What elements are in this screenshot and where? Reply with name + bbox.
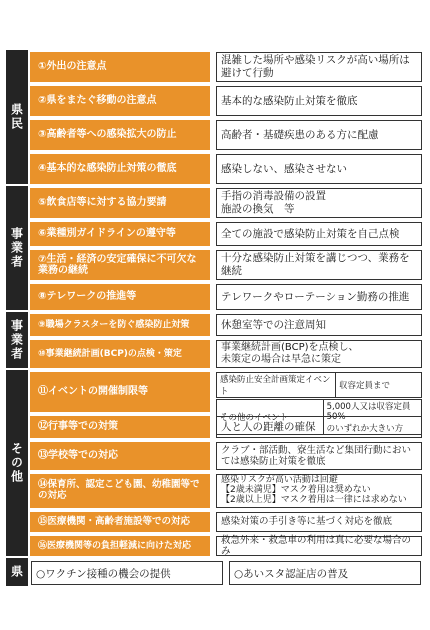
event-limit-row xyxy=(216,372,422,398)
event-limit: 収容定員まで xyxy=(339,381,391,391)
measure-desc: 感染リスクが高い活動は回避 【2歳未満児】マスク着用は奨めない 【2歳以上児】マスク着用は一律には求めない xyxy=(216,474,422,508)
table-row xyxy=(28,84,424,118)
measure-desc: 高齢者・基礎疾患のある方に配慮 xyxy=(216,120,422,150)
measure-desc: 全ての施設で感染防止対策を自己点検 xyxy=(216,222,422,246)
measure-item: ③高齢者等への感染拡大の防止 xyxy=(28,118,212,152)
measure-item: ⑨職場クラスターを防ぐ感染防止対策 xyxy=(28,312,212,338)
measure-item: ⑮医療機関・高齢者施設等での対応 xyxy=(28,510,212,534)
measure-desc: 感染対策の手引き等に基づく対応を徹底 xyxy=(216,512,422,532)
table-row xyxy=(28,118,424,152)
measure-desc: 手指の消毒設備の設置 施設の換気 等 xyxy=(216,188,422,218)
measure-item: ①外出の注意点 xyxy=(28,50,212,84)
table-row xyxy=(28,534,424,558)
event-limit: 5,000人又は収容定員50% のいずれか大きい方 xyxy=(326,402,411,434)
table-row xyxy=(28,472,424,510)
category-kenmin: 県民 xyxy=(6,50,28,186)
prefecture-row xyxy=(28,558,424,588)
table-row xyxy=(28,282,424,312)
measure-desc: 混雑した場所や感染リスクが高い場所は避けて行動 xyxy=(216,52,422,82)
measure-item: ⑪イベントの開催制限等 xyxy=(28,370,212,414)
measure-desc: 救急外来・救急車の利用は真に必要な場合のみ xyxy=(216,536,422,556)
table-row xyxy=(28,414,424,440)
measures-table xyxy=(6,50,424,598)
table-row xyxy=(28,50,424,84)
table-row xyxy=(28,152,424,186)
measure-item: ⑦生活・経済の安定確保に不可欠な業務の継続 xyxy=(28,248,212,282)
table-row xyxy=(28,248,424,282)
table-row xyxy=(28,510,424,534)
category-ken: 県 xyxy=(6,558,28,588)
certified-store-note: ○あいスタ認証店の普及 xyxy=(229,561,421,585)
measure-desc: 休憩室等での注意周知 xyxy=(216,314,422,336)
measure-item: ⑭保育所、認定こども園、幼稚園等での対応 xyxy=(28,472,212,510)
measure-item: ⑫行事等での対策 xyxy=(28,414,212,440)
measure-desc: 感染しない、感染させない xyxy=(216,154,422,184)
measure-desc: 事業継続計画(BCP)を点検し、 未策定の場合は早急に策定 xyxy=(216,340,422,368)
table-row xyxy=(28,186,424,220)
measure-item: ⑯医療機関等の負担軽減に向けた対応 xyxy=(28,534,212,558)
measure-desc: クラブ・部活動、寮生活など集団行動においては感染防止対策を徹底 xyxy=(216,442,422,470)
measure-desc: 十分な感染防止対策を講じつつ、業務を継続 xyxy=(216,250,422,280)
table-row xyxy=(28,440,424,472)
measure-item: ⑩事業継続計画(BCP)の点検・策定 xyxy=(28,338,212,370)
measure-desc: 人と人の距離の確保 xyxy=(216,416,422,438)
measure-desc: テレワークやローテーション勤務の推進 xyxy=(216,284,422,310)
measure-item: ⑤飲食店等に対する協力要請 xyxy=(28,186,212,220)
measure-item: ⑥業種別ガイドラインの遵守等 xyxy=(28,220,212,248)
table-row xyxy=(28,220,424,248)
measure-desc: 基本的な感染防止対策を徹底 xyxy=(216,86,422,116)
category-sonota: その他 xyxy=(6,370,28,558)
table-row xyxy=(28,338,424,370)
measure-item: ⑧テレワークの推進等 xyxy=(28,282,212,312)
category-jigyosha: 事業者 xyxy=(6,186,28,312)
table-row xyxy=(28,312,424,338)
vaccination-note: ○ワクチン接種の機会の提供 xyxy=(31,561,223,585)
category-jigyosha-2: 事業者 xyxy=(6,312,28,370)
event-type: 感染防止安全計画策定イベント xyxy=(217,373,336,397)
measure-item: ⑬学校等での対応 xyxy=(28,440,212,472)
measure-item: ④基本的な感染防止対策の徹底 xyxy=(28,152,212,186)
measure-item: ②県をまたぐ移動の注意点 xyxy=(28,84,212,118)
event-type: その他のイベント xyxy=(217,400,324,434)
